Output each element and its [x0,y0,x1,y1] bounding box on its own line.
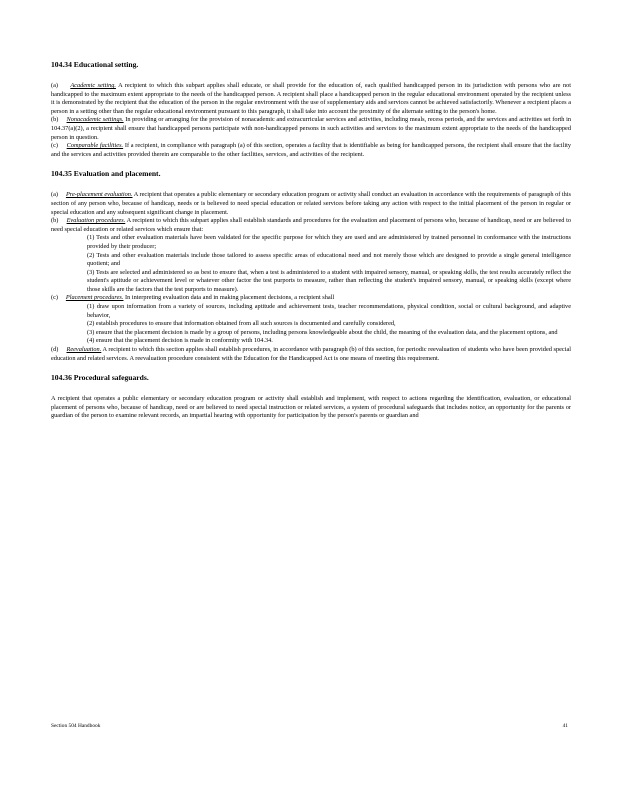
item-title: Placement procedures. [65,294,124,302]
page-number: 41 [562,723,568,729]
item-title: Reevaluation. [66,346,102,354]
item-label: (c) [51,142,58,150]
paragraph-104-36: A recipient that operates a public elementary or secondary education program or activity shall establish and implement, with respect to actions regarding the identification, evaluation, or educational placement of persons who, because of handicap, need or are believed to need special instruction or related services, a system of procedural safeguards that includes notice, an opportunity for the parents or guardian of the person to examine relevant records, an impartial hearing with opportunity for participation by the person's parents or guardian and [51,395,571,420]
paragraph-104-35-d [51,346,571,363]
section-heading-104-35: 104.35 Evaluation and placement. [51,169,161,179]
item-title: Academic setting. [70,82,116,89]
item-title: Nonacademic settings. [66,116,124,124]
item-label: (d) [51,346,59,354]
subitem-104-35-c-1: (1) draw upon information from a variety of sources, including aptitude and achievement tests, teacher recommendations, physical condition, social or cultural background, and adaptive behavior, [87,303,571,319]
paragraph-104-34-c [51,142,571,159]
subitem-104-35-c-4: (4) ensure that the placement decision is made in conformity with 104.34. [87,337,273,345]
paragraph-104-34-b [51,116,571,142]
paragraph-104-35-a [51,191,571,217]
item-text: A recipient to which this section applies shall establish procedures, in accordance with paragraph (b) of this section, for periodic reevaluation of students who have been provided special education and related services. A reevaluation procedure consistent with the Education for the Handicapped Act is one means of meeting this requirement. [51,346,571,362]
item-label: (b) [51,116,59,124]
subitem-104-35-b-3: (3) Tests are selected and administered so as best to ensure that, when a test is administered to a student with impaired sensory, manual, or speaking skills, the test results accurately reflect the student's aptitude or achievement level or whatever other factor the test purports to measure, rather than reflecting the student's impaired sensory, manual, or speaking skills (except where those skills are the factors that the test purports to measure). [87,268,571,293]
item-text: If a recipient, in compliance with paragraph (a) of this section, operates a facility that is identifiable as being for handicapped persons, the recipient shall ensure that the facility and the services and activities provided therein are comparable to the other facilities, services, and activities of the recipient. [51,142,571,158]
document-body [51,60,571,421]
paragraph-104-34-a [51,82,571,116]
section-heading-104-34: 104.34 Educational setting. [51,60,139,69]
item-label: (b) [51,217,59,225]
item-title: Evaluation procedures. [66,217,126,225]
item-title: Pre-placement evaluation. [65,191,133,199]
item-title: Comparable facilities. [66,142,124,150]
paragraph-104-35-b [51,217,571,234]
item-text: In providing or arranging for the provision of nonacademic and extracurricular services and activities, including meals, recess periods, and the services and activities set forth in 104.37(a)(2), a recipient shall ensure that handicapped persons participate with non-handicapped persons in such activities and services to the maximum extent appropriate to the needs of the handicapped person in question. [51,116,571,141]
subitem-104-35-b-1: (1) Tests and other evaluation materials have been validated for the specific purpose for which they are used and are administered by trained personnel in conformance with the instructions provided by their producer; [87,234,571,250]
subitem-104-35-b-2: (2) Tests and other evaluation materials include those tailored to assess specific areas of educational need and not merely those which are designed to provide a single general intelligence quotient; and [87,251,571,268]
item-text: A recipient that operates a public elementary or secondary education program or activity shall conduct an evaluation in accordance with the requirements of paragraph of this section of any person who, because of handicap, needs or is believed to need special education or related services before taking any action with respect to the initial placement of the person in regular or special education and any subsequent significant change in placement. [51,191,572,216]
footer-handbook-title: Section 504 Handbook [51,723,101,729]
subitem-104-35-c-3: (3) ensure that the placement decision is made by a group of persons, including persons knowledgeable about the child, the meaning of the evaluation data, and the placement options, and [87,328,558,336]
item-label: (a) [51,82,58,89]
item-text: A recipient to which this subpart applies shall establish standards and procedures for the evaluation and placement of persons who, because of handicap, need or are believed to need special education or related services which ensure that: [51,217,571,233]
paragraph-104-35-c [51,294,571,303]
item-text: In interpreting evaluation data and in making placement decisions, a recipient shall [123,294,335,302]
item-label: (c) [51,294,58,302]
subitem-104-35-c-2: (2) establish procedures to ensure that information obtained from all such sources is documented and carefully considered, [87,320,396,328]
item-label: (a) [51,191,58,199]
item-text: A recipient to which this subpart applies shall educate, or shall provide for the education of, each qualified handicapped person in its jurisdiction with persons who are not handicapped to the maximum extent appropriate to the needs of the handicapped person. A recipient shall place a handicapped person in the regular educational environment operated by the recipient unless it is demonstrated by the recipient that the education of the person in the regular environment with the use of supplementary aids and services cannot be achieved satisfactorily. Whenever a recipient places a person in a setting other than the regular educational environment pursuant to this paragraph, it shall take into account the proximity of the alternate setting to the person's home. [51,82,571,115]
section-heading-104-36: 104.36 Procedural safeguards. [51,373,149,383]
